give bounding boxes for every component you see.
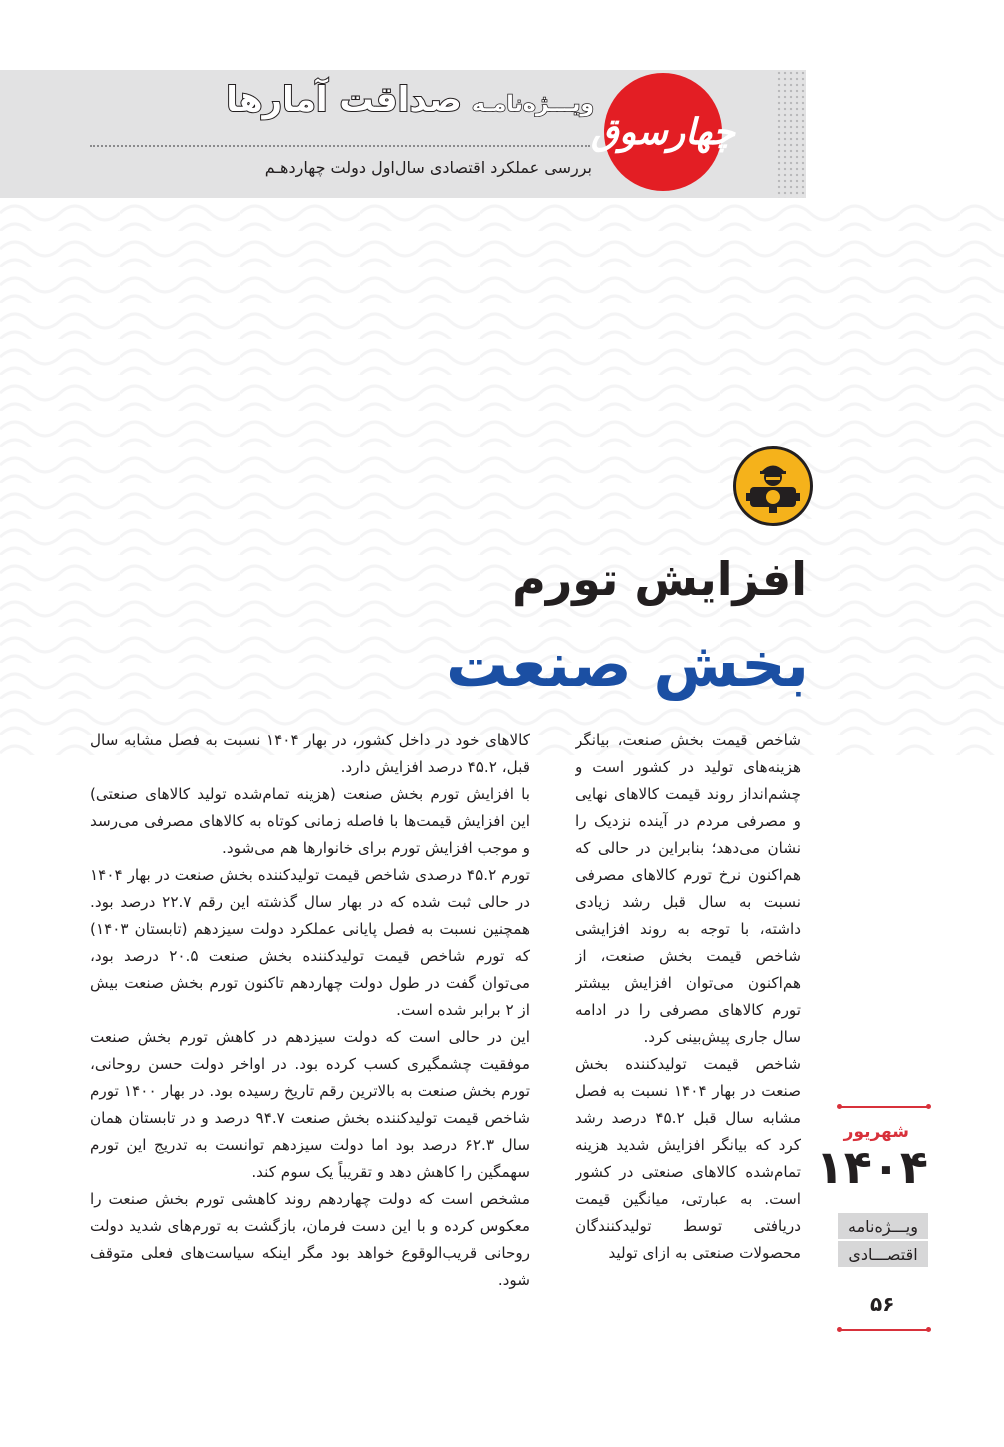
sidebar-label-line-1: ویـــژه‌نامه [838,1213,928,1239]
worker-gear-icon [744,457,802,515]
sidebar-top-rule [840,1106,928,1108]
article-column-right [575,727,801,1312]
page-number: ۵۶ [870,1292,895,1316]
sidebar-bottom-rule [840,1329,928,1331]
header-dotted-rule [90,145,590,147]
paragraph: تورم ۴۵.۲ درصدی شاخص قیمت تولیدکننده بخش صنعت در بهار ۱۴۰۴ در حالی ثبت شده که در بهار سال گذشته این رقم ۲۲.۷ درصد بود. همچنین نسبت به فصل پایانی عملکرد دولت سیزدهم (تابستان ۱۴۰۳) که تورم شاخص قیمت تولیدکننده بخش صنعت ۲۰.۵ درصد بود، می‌توان گفت در طول دولت چهاردهم تاکنون تورم بخش صنعت بیش از ۲ برابر شده است. [90,866,530,1019]
header-subtitle: بررسی عملکرد اقتصادی سال‌اول دولت چهاردهـم [264,158,592,177]
headline-line-1: افزایش تورم [512,552,807,606]
headline-line-2: بخش صنعت [445,628,809,701]
article-column-left [90,727,530,1327]
issue-title-row [226,80,594,120]
paragraph: شاخص قیمت تولیدکننده بخش صنعت در بهار ۱۴۰۴ نسبت به فصل مشابه سال قبل ۴۵.۲ درصد رشد کرد که بیانگر افزایش شدید هزینه تمام‌شده کالاهای صنعتی در کشور است. به عبارتی، میانگین قیمت دریافتی توسط تولیدکنندگان محصولات صنعتی به ازای تولید [575,1055,801,1262]
paragraph: شاخص قیمت بخش صنعت، بیانگر هزینه‌های تولید در کشور است و چشم‌انداز روند قیمت کالاهای نهایی و مصرفی مردم در آینده نزدیک را نشان می‌دهد؛ بنابراین در حالی که هم‌اکنون نرخ تورم کالاهای مصرفی نسبت به سال قبل رشد زیادی داشته، با توجه به روند افزایشی شاخص قیمت بخش صنعت، از هم‌اکنون می‌توان افزایش بیشتر تورم کالاهای مصرفی را در ادامه سال جاری پیش‌بینی کرد. [575,731,801,1046]
sidebar-rule-dot [926,1104,931,1109]
issue-prefix: ویـــژه‌نامـه [471,92,594,117]
industry-icon [733,446,813,526]
sidebar-month: شهریور [843,1122,909,1142]
sidebar-rule-dot [926,1327,931,1332]
paragraph: مشخص است که دولت چهاردهم روند کاهشی تورم بخش صنعت را معکوس کرده و با این دست فرمان، بازگشت به تورم‌های شدید دولت روحانی قریب‌الوقوع خواهد بود مگر اینکه سیاست‌های فعلی متوقف شود. [90,1190,530,1289]
issue-title: صداقت آمارها [226,80,462,120]
paragraph: کالاهای خود در داخل کشور، در بهار ۱۴۰۴ نسبت به فصل مشابه سال قبل، ۴۵.۲ درصد افزایش دارد. [90,731,530,776]
paragraph: با افزایش تورم بخش صنعت (هزینه تمام‌شده تولید کالاهای صنعتی) این افزایش قیمت‌ها با فاصله زمانی کوتاه به کالاهای مصرفی می‌رسد و موجب افزایش تورم برای خانوارها هم می‌شود. [90,785,530,857]
sidebar-rule-dot [837,1327,842,1332]
publication-logo [591,73,735,191]
paragraph: این در حالی است که دولت سیزدهم در کاهش تورم بخش صنعت موفقیت چشمگیری کسب کرده بود. در اواخر دولت حسن روحانی، تورم بخش صنعت به بالاترین رقم تاریخ رسیده بود. در بهار ۱۴۰۰ تورم شاخص قیمت تولیدکننده بخش صنعت ۹۴.۷ درصد و در تابستان همان سال ۶۲.۳ درصد بود اما دولت سیزدهم توانست به تدریج این تورم سهمگین را کاهش دهد و تقریباً یک سوم کند. [90,1028,530,1181]
header-dot-pattern [776,70,806,198]
logo-text: چهارسوق [591,111,735,153]
sidebar-year: ۱۴۰۴ [815,1140,928,1194]
sidebar-label-line-2: اقتصـــادی [838,1241,928,1267]
sidebar-rule-dot [837,1104,842,1109]
